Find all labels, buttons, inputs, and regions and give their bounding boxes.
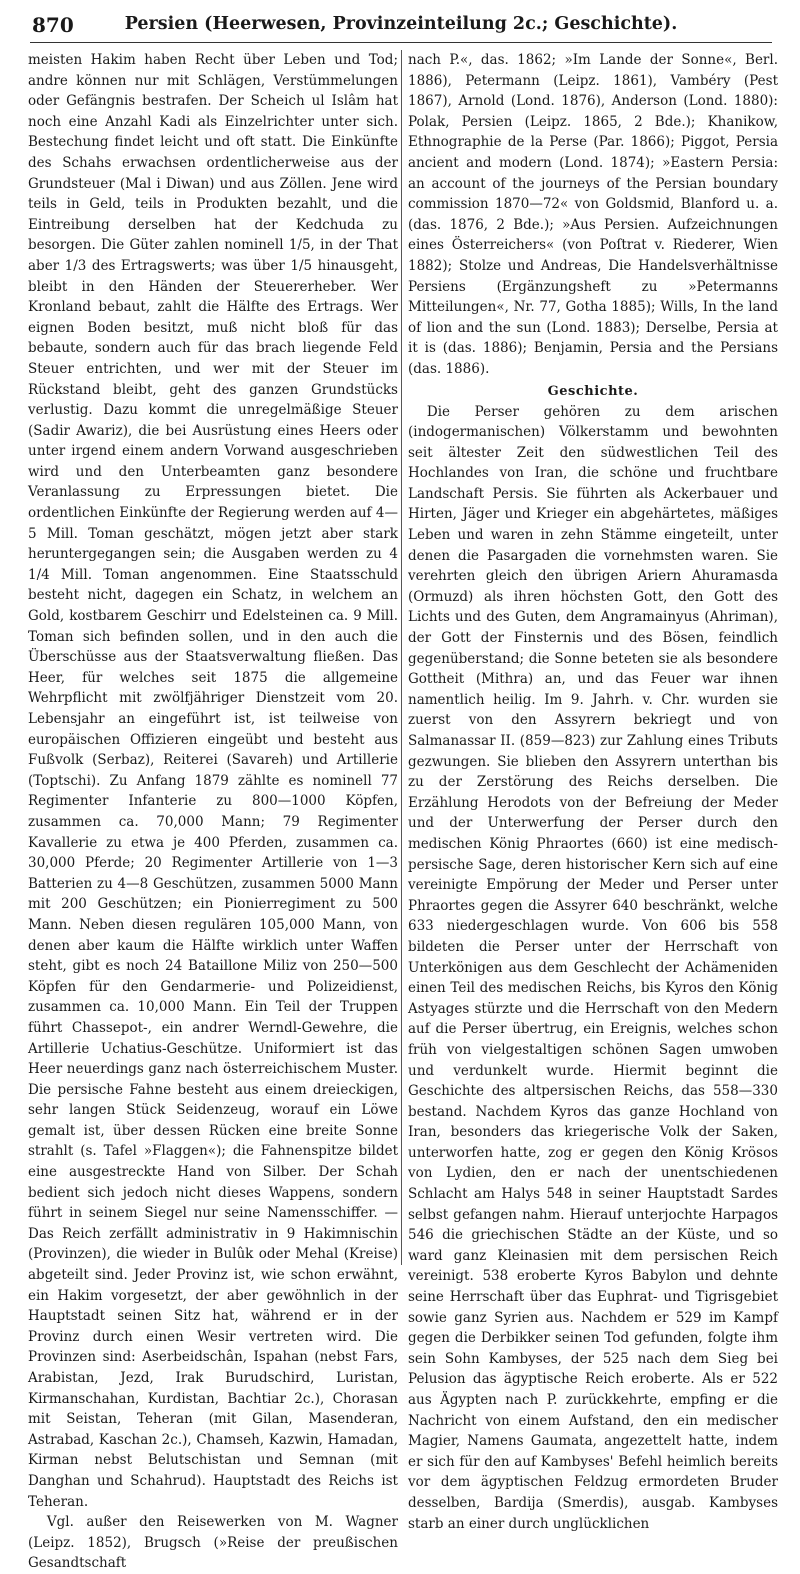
running-title: Persien (Heerwesen, Provinzeinteilung 2c.; Geschichte). xyxy=(124,14,678,34)
page-number: 870 xyxy=(32,13,74,37)
body-paragraph: meisten Hakim haben Recht über Leben und Tod; andre können nur mit Schlägen, Verstümmelungen oder Gefängnis bestrafen. Der Scheich ul Islâm hat noch eine Anzahl Kadi als Einzelrichter unter sich. Bestechung findet leicht und oft statt. Die Einkünfte des Schahs erwachsen ordentlicherweise aus der Grundsteuer (Mal i Diwan) und aus Zöllen. Jene wird teils in Geld, teils in Produkten bezahlt, und die Eintreibung derselben hat der Kedchuda zu besorgen. Die Güter zahlen nominell 1/5, in der That aber 1/3 des Ertragswerts; was über 1/5 hinausgeht, bleibt in den Händen der Steuererheber. Wer Kronland bebaut, zahlt die Hälfte des Ertrags. Wer eignen Boden besitzt, muß nicht bloß für das bebaute, sondern auch für das brach liegende Feld Steuer entrichten, und wer mit der Steuer im Rückstand bleibt, geht des ganzen Grundstücks verlustig. Dazu kommt die unregelmäßige Steuer (Sadir Awariz), die bei Ausrüstung eines Heers oder unter irgend einem andern Vorwand ausgeschrieben wird und den Unterbeamten ganz besondere Veranlassung zu Erpressungen bietet. Die ordentlichen Einkünfte der Regierung werden auf 4—5 Mill. Toman geschätzt, mögen jetzt aber stark heruntergegangen sein; die Ausgaben werden zu 4 1/4 Mill. Toman angenommen. Eine Staatsschuld besteht nicht, dagegen ein Schatz, in welchem an Gold, kostbarem Geschirr und Edelsteinen ca. 9 Mill. Toman sich befinden sollen, und in den auch die Überschüsse aus der Staatsverwaltung fließen. Das Heer, für welches seit 1875 die allgemeine Wehrpflicht mit zwölfjähriger Dienstzeit vom 20. Lebensjahr an eingeführt ist, ist teilweise von europäischen Offizieren eingeübt und besteht aus Fußvolk (Serbaz), Reiterei (Savareh) und Artillerie (Toptschi). Zu Anfang 1879 zählte es nominell 77 Regimenter Infanterie zu 800—1000 Köpfen, zusammen ca. 70,000 Mann; 79 Regimenter Kavallerie zu etwa je 400 Pferden, zusammen ca. 30,000 Pferde; 20 Regimenter Artillerie von 1—3 Batterien zu 4—8 Geschützen, zusammen 5000 Mann mit 200 Geschützen; ein Pionierregiment zu 500 Mann. Neben diesen regulären 105,000 Mann, von denen aber kaum die Hälfte wirklich unter Waffen steht, gibt es noch 24 Bataillone Miliz von 250—500 Köpfen für den Gendarmerie- und Polizeidienst, zusammen ca. 10,000 Mann. Ein Teil der Truppen führt Chassepot-, ein andrer Werndl-Gewehre, die Artillerie Uchatius-Geschütze. Uniformiert ist das Heer neuerdings ganz nach österreichischem Muster. Die persische Fahne besteht aus einem dreieckigen, sehr langen Stück Seidenzeug, worauf ein Löwe gemalt ist, über dessen Rücken eine breite Sonne strahlt (s. Tafel »Flaggen«); die Fahnenspitze bildet eine ausgestreckte Hand von Silber. Der Schah bedient sich jedoch nicht dieses Wappens, sondern führt in seinem Siegel nur seine Namensschiffer. — Das Reich zerfällt administrativ in 9 Hakimnischin (Provinzen), die wieder in Bulûk oder Mehal (Kreise) abgeteilt sind. Jeder Provinz ist, wie schon erwähnt, ein Hakim vorgesetzt, der aber gewöhnlich in der Hauptstadt seinen Sitz hat, während er in der Provinz durch einen Wesir vertreten wird. Die Provinzen sind: Aserbeidschân, Ispahan (nebst Fars, Arabistan, Jezd, Irak Burudschird, Luristan, Kirmanschahan, Kurdistan, Bachtiar 2c.), Chorasan mit Seistan, Teheran (mit Gilan, Masenderan, Astrabad, Kaschan 2c.), Chamseh, Kazwin, Hamadan, Kirman nebst Belutschistan und Semnan (mit Danghan und Schahrud). Hauptstadt des Reichs ist Teheran. xyxy=(28,52,398,1510)
section-heading: Geschichte. xyxy=(547,383,639,399)
bibliography-continuation: nach P.«, das. 1862; »Im Lande der Sonne«, Berl. 1886), Petermann (Leipz. 1861), Vambéry (Pest 1867), Arnold (Lond. 1876), Anderson (Lond. 1880): Polak, Persien (Leipz. 1865, 2 Bde.); Khanikow, Ethnographie de la Perse (Par. 1866); Piggot, Persia ancient and modern (Lond. 1874); »Eastern Persia: an account of the journeys of the Persian boundary commission 1870—72« von Goldsmid, Blanford u. a. (das. 1876, 2 Bde.); »Aus Persien. Aufzeichnungen eines Österreichers« (von Poſtrat v. Riederer, Wien 1882); Stolze und Andreas, Die Handelsverhältnisse Persiens (Ergänzungsheft zu »Petermanns Mitteilungen«, Nr. 77, Gotha 1885); Wills, In the land of lion and the sun (Lond. 1883); Derselbe, Persia at it is (das. 1886); Benjamin, Persia and the Persians (das. 1886). xyxy=(408,52,778,377)
bibliography-paragraph: Vgl. außer den Reisewerken von M. Wagner (Leipz. 1852), Brugsch (»Reise der preußischen Gesandtschaft xyxy=(28,1514,398,1572)
column-divider xyxy=(401,50,402,1265)
history-paragraph: Die Perser gehören zu dem arischen (indogermanischen) Völkerstamm und bewohnten seit ältester Zeit den südwestlichen Teil des Hochlandes von Iran, die schöne und fruchtbare Landschaft Persis. Sie führten als Ackerbauer und Hirten, Jäger und Krieger ein abgehärtetes, mäßiges Leben und waren in zehn Stämme eingeteilt, unter denen die Pasargaden die vornehmsten waren. Sie verehrten gleich den übrigen Ariern Ahuramasda (Ormuzd) als ihren höchsten Gott, den Gott des Lichts und des Guten, dem Angramainyus (Ahriman), der Gott der Finsternis und des Bösen, feindlich gegenüberstand; die Sonne beteten sie als besondere Gottheit (Mithra) an, und das Feuer war ihnen namentlich heilig. Im 9. Jahrh. v. Chr. wurden sie zuerst von den Assyrern bekriegt und von Salmanassar II. (859—823) zur Zahlung eines Tributs gezwungen. Sie blieben den Assyrern unterthan bis zu der Zerstörung des Reichs derselben. Die Erzählung Herodots von der Befreiung der Meder und der Unterwerfung der Perser durch den medischen König Phraortes (660) ist eine medisch-persische Sage, deren historischer Kern sich auf eine vereinigte Empörung der Meder und Perser unter Phraortes gegen die Assyrer 640 beschränkt, welche 633 niedergeschlagen wurde. Von 606 bis 558 bildeten die Perser unter der Herrschaft von Unterkönigen aus dem Geschlecht der Achämeniden einen Teil des medischen Reichs, bis Kyros den König Astyages stürzte und die Herrschaft von den Medern auf die Perser übertrug, ein Ereignis, welches schon früh von vielgestaltigen schönen Sagen umwoben und verdunkelt wurde. Hiermit beginnt die Geschichte des altpersischen Reichs, das 558—330 bestand. Nachdem Kyros das ganze Hochland von Iran, besonders das kriegerische Volk der Saken, unterworfen hatte, zog er gegen den König Krösos von Lydien, den er nach der unentschiedenen Schlacht am Halys 548 in seiner Hauptstadt Sardes selbst gefangen nahm. Hierauf unterjochte Harpagos 546 die griechischen Städte an der Küste, und so ward ganz Kleinasien mit dem persischen Reich vereinigt. 538 eroberte Kyros Babylon und dehnte seine Herrschaft über das Euphrat- und Tigrisgebiet sowie ganz Syrien aus. Nachdem er 529 im Kampf gegen die Derbikker seinen Tod gefunden, folgte ihm sein Sohn Kambyses, der 525 nach dem Sieg bei Pelusion das ägyptische Reich eroberte. Als er 522 aus Ägypten nach P. zurückkehrte, empfing er die Nachricht von einem Aufstand, den ein medischer Magier, Namens Gaumata, angezettelt hatte, indem er sich für den auf Kambyses' Befehl heimlich bereits vor dem ägyptischen Feldzug ermordeten Bruder desselben, Bardija (Smerdis), ausgab. Kambyses starb an einer durch unglücklichen xyxy=(408,403,778,1532)
left-column xyxy=(28,50,398,1572)
page-header xyxy=(30,8,772,43)
right-column xyxy=(408,50,778,1532)
